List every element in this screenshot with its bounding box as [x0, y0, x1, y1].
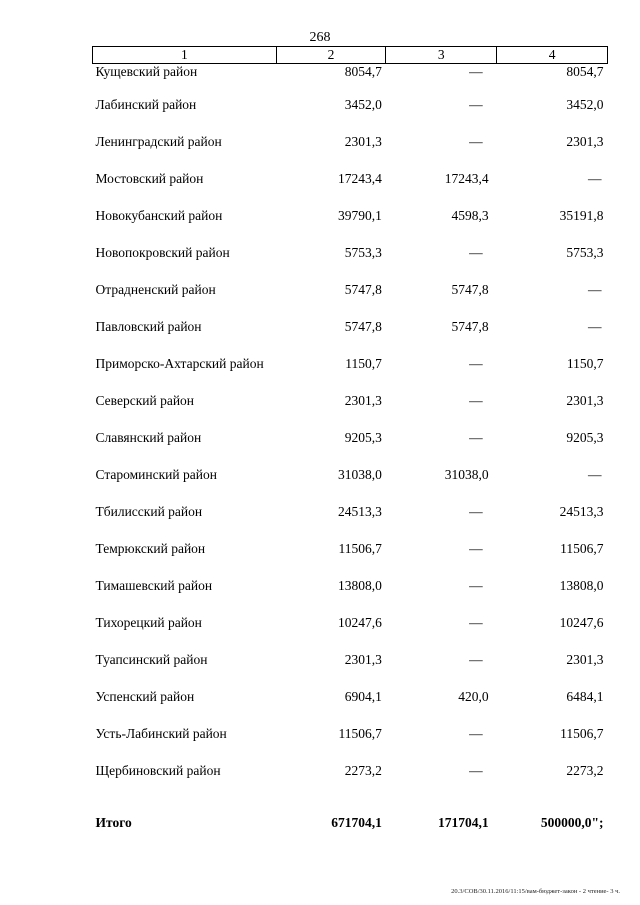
row-col-4: 8054,7: [566, 64, 604, 79]
table-row: [93, 641, 608, 678]
table-row: [93, 234, 608, 271]
table-row: [93, 715, 608, 752]
row-col-3: —: [469, 762, 483, 778]
row-col-2: 5753,3: [344, 244, 382, 260]
page-number: 268: [309, 30, 331, 45]
row-col-4: —: [588, 170, 602, 186]
row-col-3: —: [469, 614, 483, 630]
row-col-4: 6484,1: [566, 688, 604, 704]
table-row: [93, 197, 608, 234]
table-row: [93, 419, 608, 456]
row-col-2: 17243,4: [338, 170, 382, 186]
row-name: Тбилисский район: [95, 503, 203, 519]
row-col-3: —: [469, 725, 483, 741]
row-col-2: 24513,3: [338, 503, 382, 519]
table-row: [93, 123, 608, 160]
row-col-4: 13808,0: [559, 577, 604, 593]
row-col-4: 1150,7: [566, 355, 604, 371]
row-col-2: 5747,8: [344, 281, 382, 297]
column-header-1: 1: [93, 47, 277, 64]
row-name: Павловский район: [95, 318, 202, 334]
row-col-3: —: [469, 503, 483, 519]
table-row: [93, 752, 608, 789]
row-col-2: 11506,7: [338, 540, 382, 556]
row-col-2: 6904,1: [344, 688, 382, 704]
table-row: [93, 530, 608, 567]
row-col-4: 2301,3: [566, 133, 604, 149]
row-col-4: 2301,3: [566, 651, 604, 667]
column-header-4: 4: [497, 47, 608, 64]
row-col-4: —: [588, 318, 602, 334]
row-col-3: —: [469, 577, 483, 593]
row-col-2: 11506,7: [338, 725, 382, 741]
row-col-3: —: [469, 244, 483, 260]
table-row: [93, 604, 608, 641]
row-col-3: —: [469, 651, 483, 667]
table-row: [93, 308, 608, 345]
row-col-2: 3452,0: [344, 96, 382, 112]
row-col-3: —: [469, 133, 483, 149]
row-col-4: —: [588, 281, 602, 297]
row-col-3: 420,0: [458, 688, 489, 704]
row-name: Кущевский район: [95, 64, 198, 79]
table-row: [93, 160, 608, 197]
row-col-2: 2273,2: [344, 762, 382, 778]
row-name: Новопокровский район: [95, 244, 230, 260]
table-row: [93, 64, 608, 87]
row-col-4: —: [588, 466, 602, 482]
row-name: Новокубанский район: [95, 207, 223, 223]
row-name: Северский район: [95, 392, 195, 408]
row-col-2: 13808,0: [338, 577, 382, 593]
column-header-2: 2: [276, 47, 386, 64]
row-col-4: 11506,7: [560, 725, 604, 741]
row-name: Темрюкский район: [95, 540, 206, 556]
row-col-2: 2301,3: [344, 133, 382, 149]
table-row: [93, 493, 608, 530]
row-col-4: 9205,3: [566, 429, 604, 445]
total-col-4: 500000,0";: [540, 815, 604, 830]
row-name: Щербиновский район: [95, 762, 221, 778]
row-col-4: 2273,2: [566, 762, 604, 778]
row-col-2: 8054,7: [344, 64, 382, 79]
row-col-3: —: [469, 96, 483, 112]
row-col-3: —: [469, 64, 483, 79]
table-body: [93, 64, 608, 834]
row-name: Отрадненский район: [95, 281, 216, 297]
row-col-4: 3452,0: [566, 96, 604, 112]
row-col-4: 35191,8: [559, 207, 604, 223]
row-col-4: 10247,6: [559, 614, 604, 630]
row-name: Лабинский район: [95, 96, 197, 112]
document-footer: 20.3/СОВ/30.11.2016/11:15/вам-бюджет-закон - 2 чтение- 3 ч.: [451, 888, 620, 895]
row-col-3: 5747,8: [451, 281, 489, 297]
row-col-4: 11506,7: [560, 540, 604, 556]
row-col-4: 5753,3: [566, 244, 604, 260]
row-col-2: 9205,3: [344, 429, 382, 445]
row-name: Усть-Лабинский район: [95, 725, 227, 741]
table-row: [93, 382, 608, 419]
row-col-2: 31038,0: [338, 466, 382, 482]
row-name: Тимашевский район: [95, 577, 213, 593]
row-col-3: —: [469, 429, 483, 445]
row-col-3: 17243,4: [444, 170, 489, 186]
row-name: Ленинградский район: [95, 133, 222, 149]
row-name: Успенский район: [95, 688, 195, 704]
row-col-2: 1150,7: [345, 355, 382, 371]
row-col-2: 2301,3: [344, 651, 382, 667]
table-row: [93, 678, 608, 715]
table-row: [93, 271, 608, 308]
row-name: Мостовский район: [95, 170, 204, 186]
table-row: [93, 567, 608, 604]
row-name: Приморско-Ахтарский район: [95, 355, 264, 371]
row-col-3: —: [469, 540, 483, 556]
row-col-3: 31038,0: [444, 466, 489, 482]
table-row: [93, 456, 608, 493]
table-row: [93, 345, 608, 382]
row-col-2: 5747,8: [344, 318, 382, 334]
row-name: Тихорецкий район: [95, 614, 202, 630]
row-col-4: 24513,3: [559, 503, 604, 519]
total-col-2: 671704,1: [331, 815, 382, 830]
row-col-3: 4598,3: [451, 207, 489, 223]
total-row: [93, 789, 608, 833]
column-header-3: 3: [386, 47, 497, 64]
budget-table: [92, 46, 608, 833]
row-col-2: 2301,3: [344, 392, 382, 408]
row-col-2: 10247,6: [338, 614, 382, 630]
table-header: [93, 47, 608, 64]
row-name: Славянский район: [95, 429, 202, 445]
total-label: Итого: [95, 815, 132, 830]
table-row: [93, 86, 608, 123]
row-name: Туапсинский район: [95, 651, 208, 667]
row-name: Староминский район: [95, 466, 217, 482]
row-col-4: 2301,3: [566, 392, 604, 408]
row-col-3: 5747,8: [451, 318, 489, 334]
row-col-2: 39790,1: [338, 207, 382, 223]
row-col-3: —: [469, 355, 483, 371]
total-col-3: 171704,1: [438, 815, 489, 830]
row-col-3: —: [469, 392, 483, 408]
